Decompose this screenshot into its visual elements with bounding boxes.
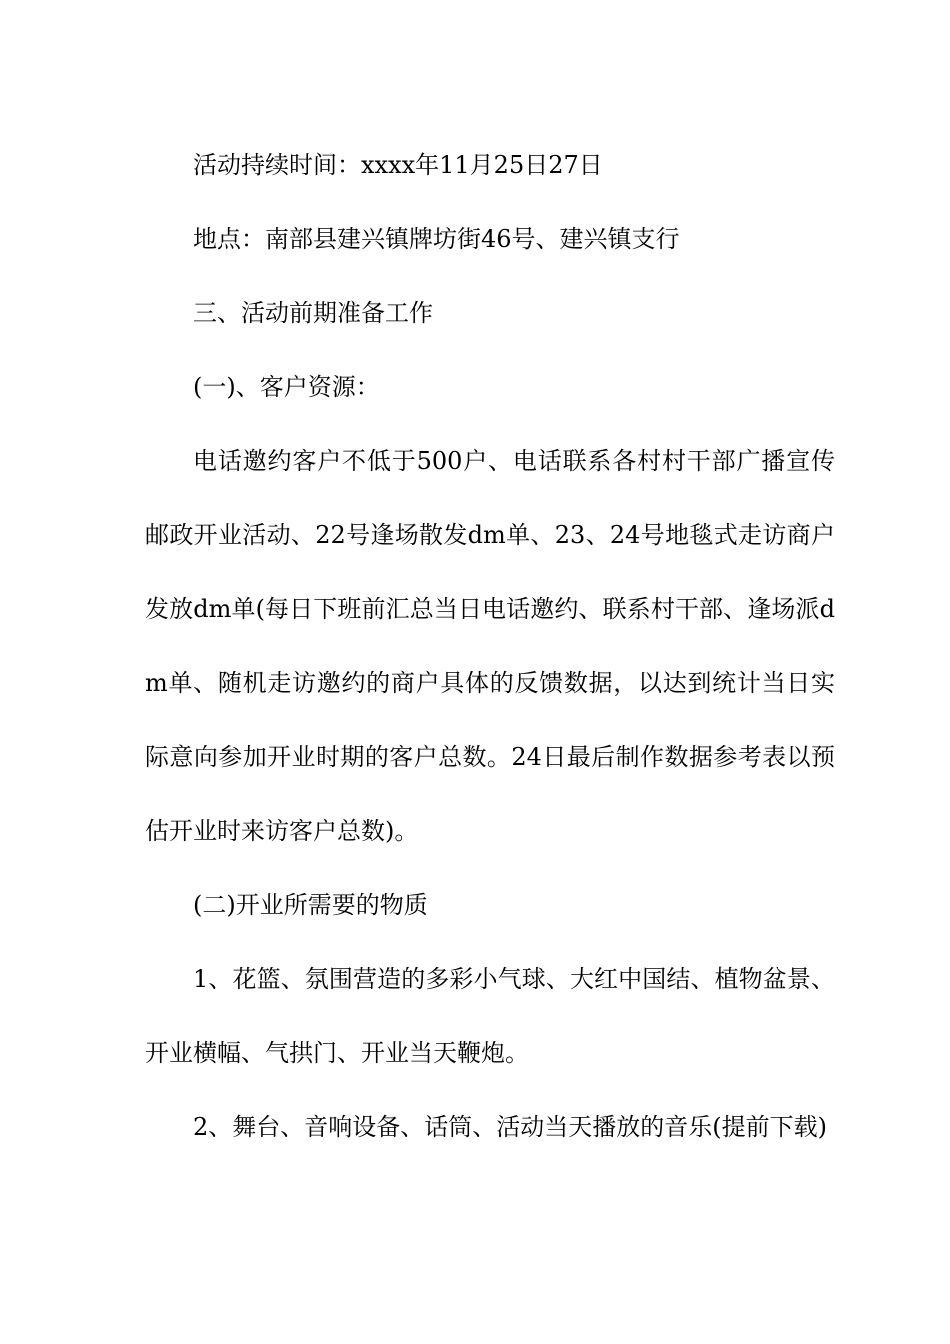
subsection-heading-customers: (一)、客户资源：	[193, 373, 380, 401]
location-paragraph: 地点：南部县建兴镇牌坊街46号、建兴镇支行	[193, 225, 680, 253]
subsection-heading-materials: (二)开业所需要的物质	[193, 891, 428, 919]
materials-item-1: 1、花篮、氛围营造的多彩小气球、大红中国结、植物盆景、开业横幅、气拱门、开业当天鞭炮。	[145, 965, 835, 1067]
activity-duration-paragraph: 活动持续时间：xxxx年11月25日27日	[193, 151, 603, 179]
section-heading-preparation: 三、活动前期准备工作	[193, 299, 433, 327]
document-body	[145, 128, 835, 1164]
customer-resources-paragraph: 电话邀约客户不低于500户、电话联系各村村干部广播宣传邮政开业活动、22号逢场散发dm单、23、24号地毯式走访商户发放dm单(每日下班前汇总当日电话邀约、联系村干部、逢场派dm单、随机走访邀约的商户具体的反馈数据，以达到统计当日实际意向参加开业时期的客户总数。24日最后制作数据参考表以预估开业时来访客户总数)。	[145, 447, 835, 845]
materials-item-2: 2、舞台、音响设备、话筒、活动当天播放的音乐(提前下载)	[193, 1113, 827, 1141]
